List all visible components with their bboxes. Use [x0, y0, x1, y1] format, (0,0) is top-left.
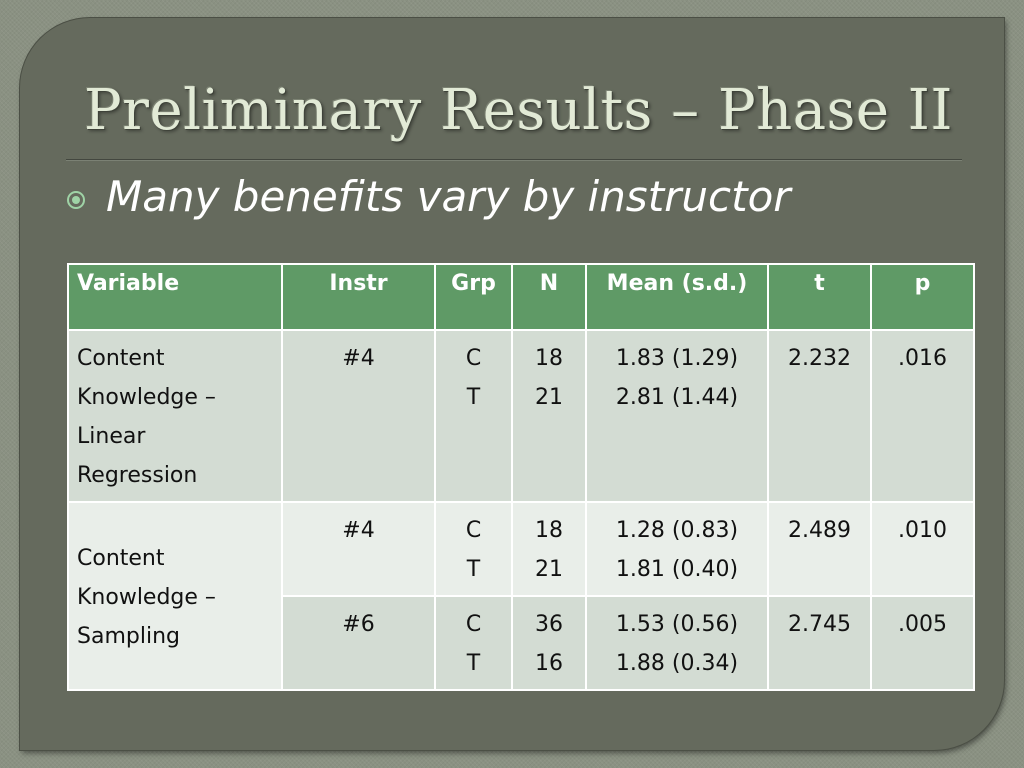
variable-line: Knowledge – [77, 584, 216, 610]
grp-cell [435, 330, 512, 502]
variable-cell [68, 330, 282, 502]
table-row [68, 330, 974, 502]
header-n: N [512, 264, 586, 330]
t-cell: 2.489 [768, 502, 871, 596]
table-row [68, 502, 974, 596]
n-value: 18 [535, 518, 563, 543]
header-p: p [871, 264, 974, 330]
mean-cell [586, 502, 768, 596]
circled-dot-icon [66, 190, 86, 210]
n-value: 36 [535, 612, 563, 637]
t-cell: 2.232 [768, 330, 871, 502]
mean-value: 1.53 (0.56) [615, 612, 739, 637]
mean-value: 1.81 (0.40) [615, 557, 739, 582]
variable-line: Content [77, 545, 165, 571]
mean-value: 1.83 (1.29) [615, 346, 739, 371]
n-value: 21 [535, 385, 563, 410]
grp-value: C [465, 346, 482, 371]
instr-cell: #6 [282, 596, 435, 690]
t-cell: 2.745 [768, 596, 871, 690]
p-cell: .010 [871, 502, 974, 596]
grp-cell [435, 596, 512, 690]
grp-value: C [465, 612, 482, 637]
p-cell: .005 [871, 596, 974, 690]
instr-cell: #4 [282, 502, 435, 596]
grp-value: T [466, 557, 481, 582]
mean-cell [586, 596, 768, 690]
n-value: 21 [535, 557, 563, 582]
instr-cell: #4 [282, 330, 435, 502]
header-instr: Instr [282, 264, 435, 330]
mean-value: 2.81 (1.44) [615, 385, 739, 410]
grp-cell [435, 502, 512, 596]
header-mean: Mean (s.d.) [586, 264, 768, 330]
grp-value: C [465, 518, 482, 543]
header-variable: Variable [68, 264, 282, 330]
grp-value: T [466, 385, 481, 410]
mean-value: 1.28 (0.83) [615, 518, 739, 543]
variable-line: Knowledge – [77, 385, 216, 410]
n-cell [512, 502, 586, 596]
header-grp: Grp [435, 264, 512, 330]
bullet-text: Many benefits vary by instructor [106, 172, 791, 221]
variable-line: Sampling [77, 623, 180, 649]
table-header-row [68, 264, 974, 330]
slide-title: Preliminary Results – Phase II [84, 78, 953, 143]
mean-value: 1.88 (0.34) [615, 651, 739, 676]
results-table [67, 263, 975, 691]
variable-line: Linear [77, 424, 146, 449]
n-value: 18 [535, 346, 563, 371]
title-divider [66, 159, 962, 161]
grp-value: T [466, 651, 481, 676]
n-cell [512, 596, 586, 690]
p-cell: .016 [871, 330, 974, 502]
n-value: 16 [535, 651, 563, 676]
variable-line: Regression [77, 463, 198, 488]
mean-cell [586, 330, 768, 502]
variable-cell [68, 502, 282, 690]
n-cell [512, 330, 586, 502]
header-t: t [768, 264, 871, 330]
variable-line: Content [77, 346, 165, 371]
